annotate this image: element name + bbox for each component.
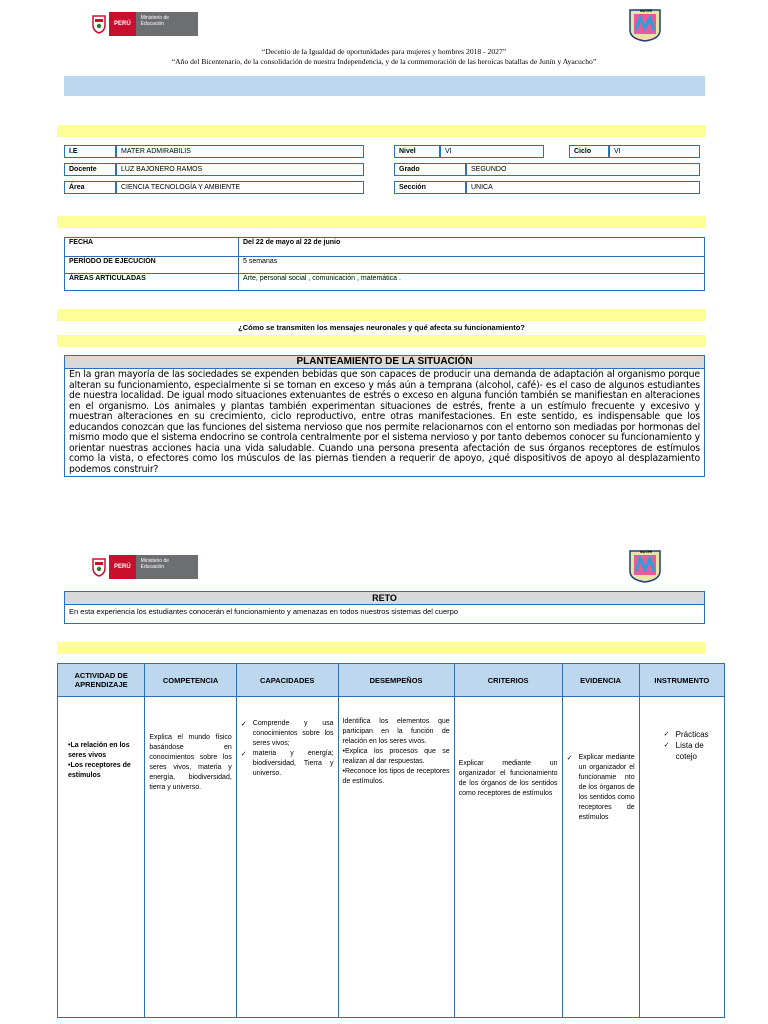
seccion-label: Sección — [394, 181, 466, 194]
peru-label-2: PERÚ — [109, 555, 136, 579]
docente-label: Docente — [64, 163, 116, 176]
minedu-logo — [89, 12, 198, 36]
cell-instrumento — [639, 697, 724, 1018]
ciclo-value: VI — [609, 145, 700, 158]
peru-shield-icon — [89, 12, 109, 36]
minedu-logo-2 — [89, 555, 198, 579]
cell-desempenos — [338, 697, 454, 1018]
capacidad-item: ✓ Comprende y usa conocimientos sobre los seres vivos; — [241, 719, 334, 749]
yellow-band-4 — [57, 335, 706, 347]
desempeno-item: • Explica los procesos que se realizan al dar respuestas. — [343, 747, 450, 767]
docente-value: LUZ BAJONERO RAMOS — [116, 163, 364, 176]
yellow-band-2 — [57, 216, 706, 228]
cell-actividad — [58, 697, 145, 1018]
instrumento-item: ✓ Lista de cotejo — [664, 740, 720, 762]
instrumento-item: ✓ Prácticas — [664, 729, 720, 740]
yellow-band-1 — [57, 125, 706, 137]
areas-label: ÁREAS ARTICULADAS — [65, 274, 239, 291]
actividad-item: • La relación en los seres vivos — [68, 741, 140, 761]
header-instrumento: INSTRUMENTO — [639, 664, 724, 697]
grado-value: SEGUNDO — [466, 163, 700, 176]
decade-quote: “Decenio de la Igualdad de oportunidades para mujeres y hombres 2018 - 2027” — [261, 47, 507, 56]
guiding-question: ¿Cómo se transmiten los mensajes neuronales y qué afecta su funcionamiento? — [238, 323, 525, 332]
header-criterios: CRITERIOS — [454, 664, 562, 697]
cell-criterios — [454, 697, 562, 1018]
fecha-value: Del 22 de mayo al 22 de junio — [239, 238, 705, 257]
grado-label: Grado — [394, 163, 466, 176]
area-value: CIENCIA TECNOLOGÍA Y AMBIENTE — [116, 181, 364, 194]
header-evidencia: EVIDENCIA — [562, 664, 639, 697]
evidencia-item: ✓ Explicar mediante un organizador el funcionamie nto de los órganos de los sentidos como receptores de estímulos — [567, 753, 635, 823]
capacidad-item: ✓ materia y energía; biodiversidad, Tierra y universo. — [241, 749, 334, 779]
header-desempenos: DESEMPEÑOS — [338, 664, 454, 697]
reto-body: En esta experiencia los estudiantes conocerán el funcionamiento y amenazas en todos nuestros sistemas del cuerpo — [69, 607, 458, 616]
yellow-band-3 — [57, 309, 706, 321]
cell-capacidades — [236, 697, 338, 1018]
fecha-label: FECHA — [65, 238, 239, 257]
year-quote: “Año del Bicentenario, de la consolidación de nuestra Independencia, y de la conmemoración de las heroicas batallas de Junín y Ayacucho” — [171, 57, 597, 66]
ministry-label: Ministerio de Educación — [136, 12, 198, 36]
criterios-text: Explicar mediante un organizador el funcionamiento de los órganos de los sentidos como receptores de estímulos — [458, 760, 558, 797]
nivel-value: VI — [440, 145, 544, 158]
nivel-label: Nivel — [394, 145, 440, 158]
periodo-value: 5 semanas — [239, 257, 705, 274]
title-band — [64, 76, 705, 96]
reto-box — [64, 591, 705, 624]
ie-label: I.E — [64, 145, 116, 158]
actividad-item: • Los receptores de estímulos — [68, 761, 140, 781]
situation-body: En la gran mayoría de las sociedades se expenden bebidas que son capaces de producir una demanda de adaptación al organismo porque alteran su funcionamiento, especialmente si se toman en exceso y más aún a temprana (alcohol, café)- es el caso de algunos estudiantes de nuestra localidad. De igual modo situaciones extenuantes de estrés o exceso en alguna función también se manifiestan en alteraciones en el organismo. Los animales y plantas también experimentan situaciones de estrés, frente a un estímulo frecuente y excesivo y muestran alteraciones en su crecimiento, ciclo reproductivo, entre otras manifestaciones. En este sentido, es indispensable que los educandos conozcan que las funciones del sistema nervioso que nos permite relacionarnos con el entorno son mediadas por hormonas del mismo modo que el sistema endocrino se controla centralmente por el sistema nervioso y por tanto debemos conocer su funcionamiento y orientar nuestras acciones hacia una vida saludable. Cuando una persona presenta afectación de sus órganos receptores de estímulos como la vista, o efectores como los músculos de las piernas tienden a requerir de apoyo, ¿qué dispositivos de apoyo al desplazamiento podemos construir? — [69, 369, 700, 475]
school-badge-label: MATER — [640, 9, 653, 13]
situation-title: PLANTEAMIENTO DE LA SITUACIÓN — [65, 356, 704, 369]
header-actividad: ACTIVIDAD DE APRENDIZAJE — [58, 664, 145, 697]
seccion-value: UNICA — [466, 181, 700, 194]
cell-evidencia — [562, 697, 639, 1018]
school-badge-label-2: MATER — [640, 550, 653, 554]
competencia-text: Explica el mundo físico basándose en conocimientos sobre los seres vivos, materia y energía, biodiversidad, tierra y universo. — [149, 734, 232, 791]
yellow-band-5 — [57, 642, 706, 654]
ie-value: MATER ADMIRABILIS — [116, 145, 364, 158]
ciclo-label: Ciclo — [569, 145, 609, 158]
area-label: Área — [64, 181, 116, 194]
peru-label: PERÚ — [109, 12, 136, 36]
areas-value: Arte, personal social , comunicación , matemática . — [239, 274, 705, 291]
header-competencia: COMPETENCIA — [145, 664, 236, 697]
reto-title: RETO — [65, 592, 704, 605]
periodo-label: PERÍODO DE EJECUCIÓN — [65, 257, 239, 274]
ministry-label-2: Ministerio de Educación — [136, 555, 198, 579]
cell-competencia — [145, 697, 236, 1018]
peru-shield-icon — [89, 555, 109, 579]
situation-box — [64, 355, 705, 477]
desempeno-item: • Reconoce los tipos de receptores de estímulos. — [343, 767, 450, 787]
planning-table — [57, 663, 725, 1018]
schedule-table — [64, 237, 705, 291]
desempeno-intro: Identifica los elementos que participan en la función de relación en los seres vivos. — [342, 718, 450, 745]
header-capacidades: CAPACIDADES — [236, 664, 338, 697]
